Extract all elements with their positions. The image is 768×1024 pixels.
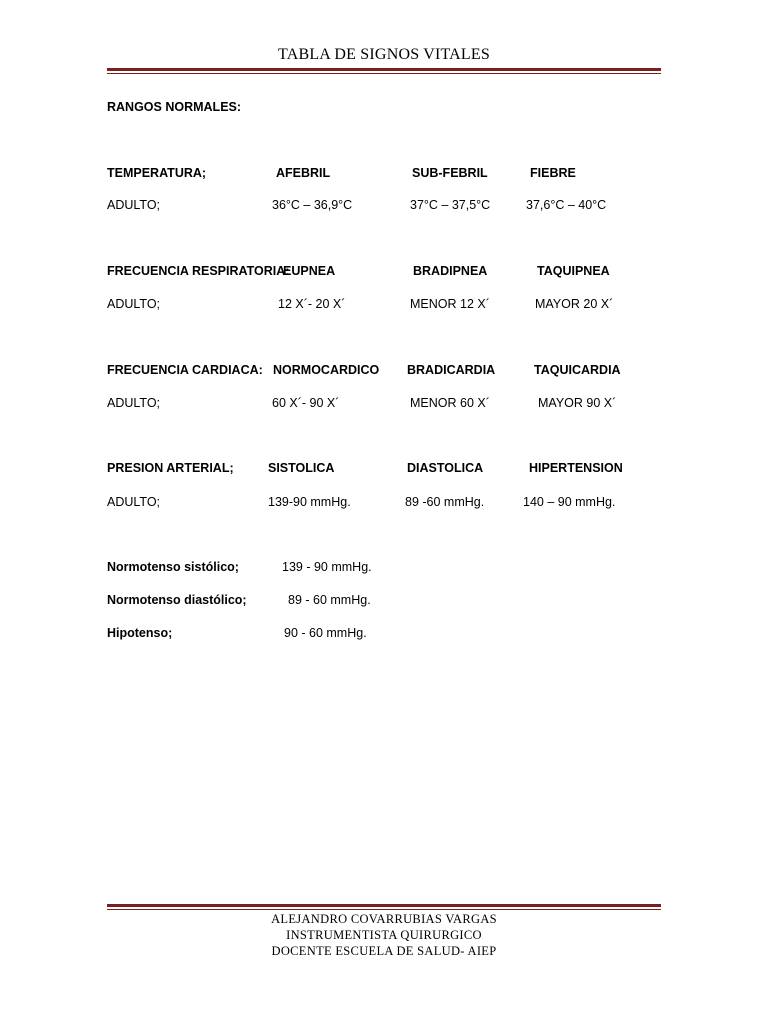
temperatura-col-fiebre: FIEBRE	[530, 166, 576, 180]
presion-col-sistolica: SISTOLICA	[268, 461, 335, 475]
temperatura-value-fiebre: 37,6°C – 40°C	[526, 198, 607, 212]
frec-card-col-bradicardia: BRADICARDIA	[407, 363, 496, 377]
hipotenso-value: 90 - 60 mmHg.	[284, 626, 367, 640]
temperatura-row-label: ADULTO;	[107, 198, 161, 212]
frec-resp-col-bradipnea: BRADIPNEA	[413, 264, 488, 278]
presion-row-label: ADULTO;	[107, 495, 161, 509]
section-heading: RANGOS NORMALES:	[107, 100, 242, 114]
header-divider	[107, 68, 661, 74]
temperatura-label: TEMPERATURA;	[107, 166, 207, 180]
temperatura-value-subfebril: 37°C – 37,5°C	[410, 198, 491, 212]
frec-resp-value-taquipnea: MAYOR 20 X´	[535, 297, 614, 311]
normotenso-diastolico-label: Normotenso diastólico;	[107, 593, 247, 607]
presion-col-diastolica: DIASTOLICA	[407, 461, 484, 475]
normotenso-sistolico-label: Normotenso sistólico;	[107, 560, 239, 574]
footer-author: ALEJANDRO COVARRUBIAS VARGAS	[271, 912, 497, 926]
presion-col-hipertension: HIPERTENSION	[529, 461, 623, 475]
frec-resp-label: FRECUENCIA RESPIRATORIA:	[107, 264, 290, 278]
presion-value-hipertension: 140 – 90 mmHg.	[523, 495, 616, 509]
presion-value-sistolica: 139-90 mmHg.	[268, 495, 351, 509]
frec-card-col-taquicardia: TAQUICARDIA	[534, 363, 621, 377]
presion-label: PRESION ARTERIAL;	[107, 461, 234, 475]
frec-resp-value-eupnea: 12 X´- 20 X´	[278, 297, 346, 311]
footer-role: INSTRUMENTISTA QUIRURGICO	[286, 928, 482, 942]
frec-resp-value-bradipnea: MENOR 12 X´	[410, 297, 490, 311]
frec-card-label: FRECUENCIA CARDIACA:	[107, 363, 263, 377]
footer-institution: DOCENTE ESCUELA DE SALUD- AIEP	[271, 944, 497, 958]
frec-resp-col-eupnea: EUPNEA	[283, 264, 336, 278]
temperatura-col-subfebril: SUB-FEBRIL	[412, 166, 488, 180]
frec-resp-row-label: ADULTO;	[107, 297, 161, 311]
normotenso-sistolico-value: 139 - 90 mmHg.	[282, 560, 372, 574]
footer	[0, 911, 768, 959]
hipotenso-label: Hipotenso;	[107, 626, 173, 640]
frec-resp-col-taquipnea: TAQUIPNEA	[537, 264, 610, 278]
frec-card-value-bradicardia: MENOR 60 X´	[410, 396, 490, 410]
frec-card-row-label: ADULTO;	[107, 396, 161, 410]
frec-card-value-taquicardia: MAYOR 90 X´	[538, 396, 617, 410]
footer-divider	[107, 904, 661, 910]
frec-card-value-normocardico: 60 X´- 90 X´	[272, 396, 340, 410]
presion-value-diastolica: 89 -60 mmHg.	[405, 495, 485, 509]
temperatura-value-afebril: 36°C – 36,9°C	[272, 198, 353, 212]
normotenso-diastolico-value: 89 - 60 mmHg.	[288, 593, 371, 607]
temperatura-col-afebril: AFEBRIL	[276, 166, 331, 180]
frec-card-col-normocardico: NORMOCARDICO	[273, 363, 380, 377]
page-title: TABLA DE SIGNOS VITALES	[278, 46, 490, 63]
